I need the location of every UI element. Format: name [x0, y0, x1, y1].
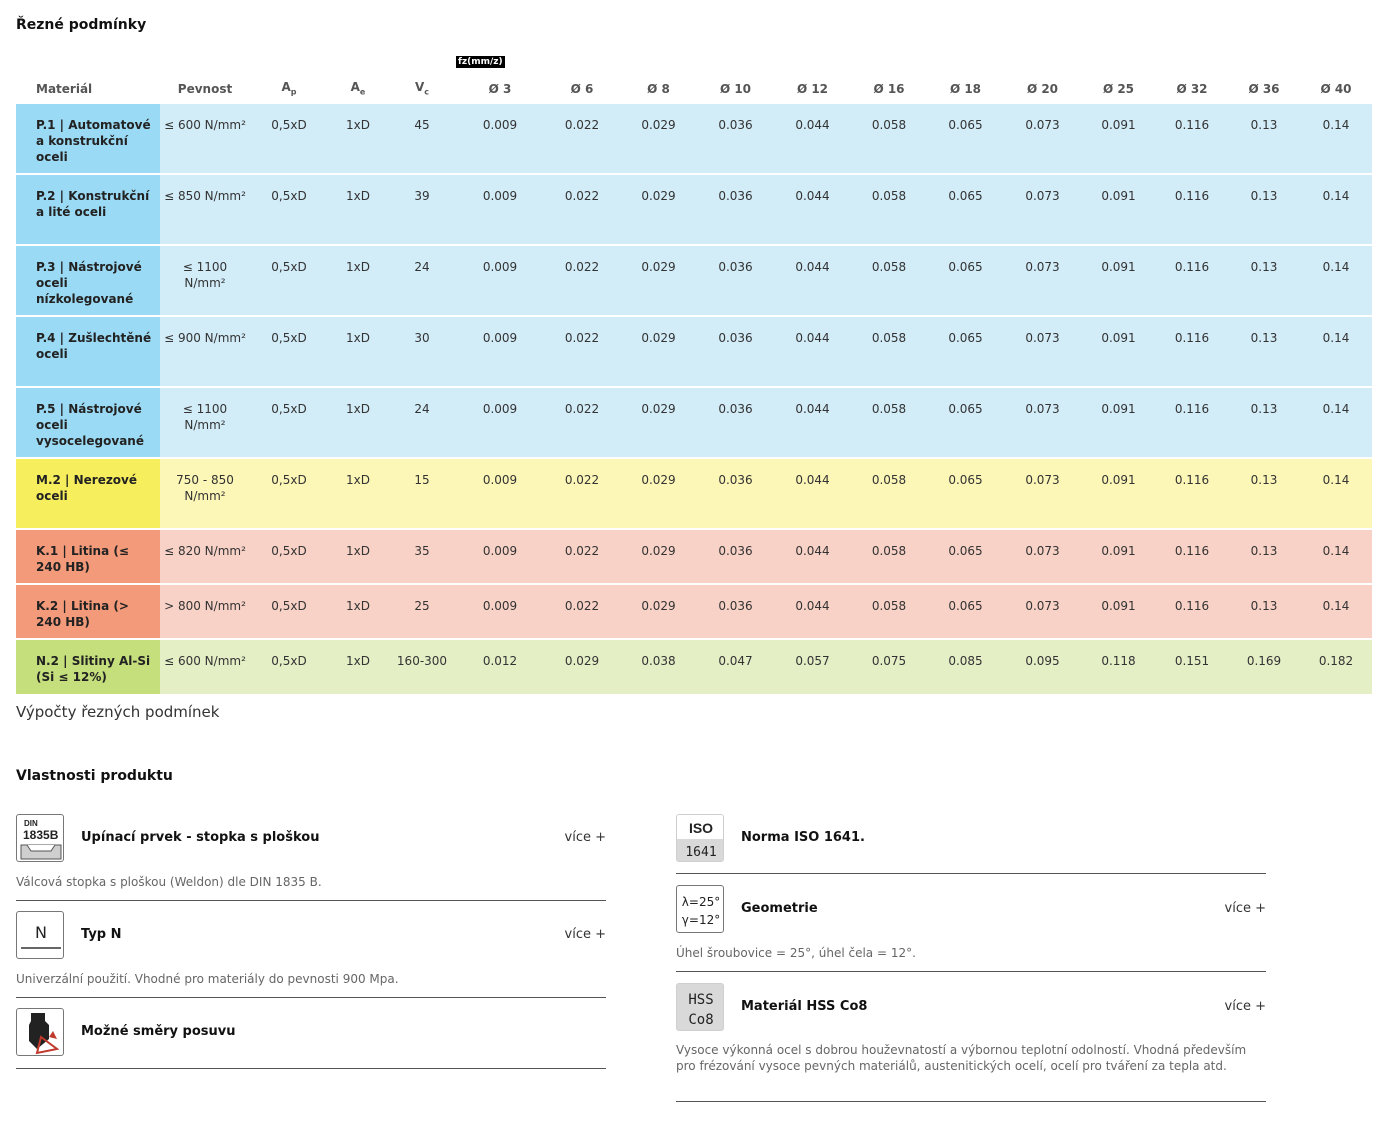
ap-cell: 0,5xD [250, 584, 328, 639]
header-dia-6: Ø 6 [570, 82, 594, 96]
header-dia-8: Ø 8 [647, 82, 670, 96]
property-geometry [676, 885, 1266, 972]
fz-cell: 0.036 [697, 584, 774, 639]
fz-cell: 0.13 [1228, 387, 1300, 458]
fz-cell: 0.14 [1300, 245, 1372, 316]
header-dia-12: Ø 12 [796, 82, 829, 96]
property-type [16, 911, 606, 998]
fz-cell: 0.116 [1156, 174, 1228, 245]
fz-cell: 0.036 [697, 103, 774, 174]
fz-cell: 0.044 [774, 458, 851, 529]
fz-cell: 0.022 [544, 387, 620, 458]
svg-text:λ=25°: λ=25° [681, 895, 721, 909]
material-cell: P.4 | Zušlechtěné oceli [16, 316, 160, 387]
fz-cell: 0.182 [1300, 639, 1372, 694]
strength-cell: ≤ 1100 N/mm² [160, 245, 250, 316]
more-button[interactable]: více + [564, 927, 606, 942]
svg-text:γ=12°: γ=12° [681, 913, 721, 927]
property-name: Možné směry posuvu [81, 1024, 236, 1039]
fz-cell: 0.009 [456, 316, 544, 387]
fz-cell: 0.044 [774, 174, 851, 245]
fz-cell: 0.116 [1156, 245, 1228, 316]
fz-cell: 0.036 [697, 387, 774, 458]
fz-cell: 0.073 [1004, 458, 1081, 529]
property-feed [16, 1008, 606, 1069]
fz-cell: 0.116 [1156, 584, 1228, 639]
property-desc: Válcová stopka s ploškou (Weldon) dle DIN 1835 B. [16, 875, 322, 889]
fz-cell: 0.13 [1228, 458, 1300, 529]
fz-cell: 0.029 [620, 245, 697, 316]
fz-cell: 0.14 [1300, 584, 1372, 639]
svg-text:ISO: ISO [688, 820, 714, 836]
fz-cell: 0.044 [774, 316, 851, 387]
svg-text:1641: 1641 [685, 845, 717, 860]
ap-cell: 0,5xD [250, 458, 328, 529]
fz-cell: 0.091 [1081, 245, 1156, 316]
fz-cell: 0.169 [1228, 639, 1300, 694]
fz-cell: 0.036 [697, 174, 774, 245]
fz-cell: 0.029 [620, 584, 697, 639]
fz-cell: 0.044 [774, 103, 851, 174]
strength-cell: ≤ 600 N/mm² [160, 103, 250, 174]
fz-cell: 0.14 [1300, 387, 1372, 458]
ap-cell: 0,5xD [250, 245, 328, 316]
fz-cell: 0.022 [544, 316, 620, 387]
table-row [16, 316, 1372, 387]
iso-1641-icon [676, 814, 724, 862]
fz-cell: 0.13 [1228, 103, 1300, 174]
header-dia-40: Ø 40 [1320, 82, 1352, 96]
fz-cell: 0.091 [1081, 316, 1156, 387]
fz-cell: 0.14 [1300, 103, 1372, 174]
strength-cell: ≤ 600 N/mm² [160, 639, 250, 694]
fz-cell: 0.036 [697, 458, 774, 529]
table-row [16, 174, 1372, 245]
material-cell: K.1 | Litina (≤ 240 HB) [16, 529, 160, 584]
fz-cell: 0.044 [774, 387, 851, 458]
more-button[interactable]: více + [1224, 901, 1266, 916]
fz-cell: 0.073 [1004, 174, 1081, 245]
header-dia-3: fz(mm/z) Ø 3 [458, 57, 512, 96]
fz-cell: 0.13 [1228, 316, 1300, 387]
vc-cell: 25 [388, 584, 456, 639]
header-dia-18: Ø 18 [949, 82, 982, 96]
material-cell: P.3 | Nástrojové oceli nízkolegované [16, 245, 160, 316]
fz-cell: 0.057 [774, 639, 851, 694]
fz-cell: 0.091 [1081, 174, 1156, 245]
svg-text:N: N [35, 923, 47, 942]
material-cell: P.5 | Nástrojové oceli vysocelegované [16, 387, 160, 458]
cutting-conditions-table [16, 56, 1372, 694]
strength-cell: 750 - 850 N/mm² [160, 458, 250, 529]
fz-cell: 0.095 [1004, 639, 1081, 694]
fz-cell: 0.009 [456, 529, 544, 584]
fz-cell: 0.14 [1300, 316, 1372, 387]
fz-cell: 0.029 [620, 316, 697, 387]
table-row [16, 103, 1372, 174]
fz-cell: 0.116 [1156, 316, 1228, 387]
vc-cell: 160-300 [388, 639, 456, 694]
property-name: Upínací prvek - stopka s ploškou [81, 830, 320, 845]
property-desc: Vysoce výkonná ocel s dobrou houževnatostí a výbornou teplotní odolností. Vhodná především pro frézování vysoce pevných materiálů, austenitických ocelí, ocelí pro tváření za tepla atd. [676, 1043, 1247, 1073]
table-row [16, 245, 1372, 316]
fz-cell: 0.075 [851, 639, 927, 694]
fz-cell: 0.073 [1004, 529, 1081, 584]
fz-cell: 0.085 [927, 639, 1004, 694]
vc-cell: 39 [388, 174, 456, 245]
vc-cell: 15 [388, 458, 456, 529]
fz-cell: 0.029 [620, 458, 697, 529]
fz-cell: 0.022 [544, 174, 620, 245]
property-clamping [16, 814, 606, 901]
ap-cell: 0,5xD [250, 387, 328, 458]
fz-cell: 0.14 [1300, 458, 1372, 529]
header-ap: $A_p$ [281, 79, 297, 96]
hss-co8-icon [676, 983, 724, 1031]
material-cell: P.2 | Konstrukční a lité oceli [16, 174, 160, 245]
fz-cell: 0.073 [1004, 245, 1081, 316]
fz-cell: 0.13 [1228, 529, 1300, 584]
fz-cell: 0.022 [544, 584, 620, 639]
more-button[interactable]: více + [564, 830, 606, 845]
strength-cell: > 800 N/mm² [160, 584, 250, 639]
fz-cell: 0.13 [1228, 174, 1300, 245]
vc-cell: 24 [388, 387, 456, 458]
ae-cell: 1xD [328, 639, 388, 694]
strength-cell: ≤ 900 N/mm² [160, 316, 250, 387]
table-row [16, 584, 1372, 639]
fz-cell: 0.058 [851, 245, 927, 316]
strength-cell: ≤ 850 N/mm² [160, 174, 250, 245]
header-dia-32: Ø 32 [1176, 82, 1208, 96]
fz-cell: 0.044 [774, 245, 851, 316]
fz-cell: 0.009 [456, 103, 544, 174]
svg-text:HSS: HSS [688, 992, 714, 1008]
table-row [16, 529, 1372, 584]
fz-cell: 0.038 [620, 639, 697, 694]
fz-cell: 0.073 [1004, 387, 1081, 458]
vc-cell: 30 [388, 316, 456, 387]
fz-cell: 0.022 [544, 529, 620, 584]
fz-cell: 0.009 [456, 174, 544, 245]
fz-cell: 0.091 [1081, 529, 1156, 584]
strength-cell: ≤ 820 N/mm² [160, 529, 250, 584]
material-cell: N.2 | Slitiny Al-Si (Si ≤ 12%) [16, 639, 160, 694]
header-ae: $A_e$ [350, 79, 366, 96]
fz-cell: 0.065 [927, 103, 1004, 174]
properties-title: Vlastnosti produktu [16, 768, 173, 784]
fz-cell: 0.116 [1156, 387, 1228, 458]
fz-cell: 0.073 [1004, 316, 1081, 387]
property-name: Norma ISO 1641. [741, 830, 865, 845]
fz-unit-tag: fz(mm/z) [458, 57, 503, 67]
fz-cell: 0.022 [544, 245, 620, 316]
fz-cell: 0.022 [544, 458, 620, 529]
ae-cell: 1xD [328, 174, 388, 245]
ap-cell: 0,5xD [250, 529, 328, 584]
more-button[interactable]: více + [1224, 999, 1266, 1014]
fz-cell: 0.091 [1081, 103, 1156, 174]
feed-directions-icon [16, 1008, 64, 1056]
property-material [676, 983, 1266, 1102]
fz-cell: 0.065 [927, 245, 1004, 316]
fz-cell: 0.14 [1300, 174, 1372, 245]
svg-text:Co8: Co8 [688, 1012, 714, 1028]
fz-cell: 0.036 [697, 529, 774, 584]
fz-cell: 0.065 [927, 584, 1004, 639]
vc-cell: 45 [388, 103, 456, 174]
table-row [16, 458, 1372, 529]
fz-cell: 0.116 [1156, 529, 1228, 584]
fz-cell: 0.009 [456, 458, 544, 529]
table-row [16, 639, 1372, 694]
fz-cell: 0.091 [1081, 458, 1156, 529]
fz-cell: 0.058 [851, 387, 927, 458]
fz-cell: 0.058 [851, 584, 927, 639]
header-vc: $V_c$ [414, 79, 430, 96]
table-row [16, 387, 1372, 458]
property-desc: Úhel šroubovice = 25°, úhel čela = 12°. [676, 946, 916, 960]
fz-cell: 0.009 [456, 387, 544, 458]
header-dia-16: Ø 16 [873, 82, 905, 96]
geometry-angles-icon [676, 885, 724, 933]
fz-cell: 0.13 [1228, 245, 1300, 316]
fz-cell: 0.151 [1156, 639, 1228, 694]
ae-cell: 1xD [328, 529, 388, 584]
fz-cell: 0.022 [544, 103, 620, 174]
fz-cell: 0.029 [620, 529, 697, 584]
fz-cell: 0.009 [456, 245, 544, 316]
property-name: Materiál HSS Co8 [741, 999, 868, 1014]
fz-cell: 0.044 [774, 529, 851, 584]
fz-cell: 0.058 [851, 458, 927, 529]
fz-cell: 0.091 [1081, 584, 1156, 639]
fz-cell: 0.065 [927, 316, 1004, 387]
header-dia-36: Ø 36 [1248, 82, 1280, 96]
ae-cell: 1xD [328, 316, 388, 387]
fz-cell: 0.073 [1004, 584, 1081, 639]
fz-cell: 0.091 [1081, 387, 1156, 458]
ap-cell: 0,5xD [250, 174, 328, 245]
ap-cell: 0,5xD [250, 316, 328, 387]
svg-text:DIN: DIN [24, 819, 38, 828]
fz-cell: 0.058 [851, 529, 927, 584]
ap-cell: 0,5xD [250, 639, 328, 694]
header-dia-10: Ø 10 [719, 82, 752, 96]
fz-cell: 0.073 [1004, 103, 1081, 174]
fz-cell: 0.036 [697, 316, 774, 387]
fz-cell: 0.036 [697, 245, 774, 316]
section-title: Řezné podmínky [16, 17, 147, 33]
fz-cell: 0.029 [544, 639, 620, 694]
strength-cell: ≤ 1100 N/mm² [160, 387, 250, 458]
fz-cell: 0.118 [1081, 639, 1156, 694]
fz-cell: 0.13 [1228, 584, 1300, 639]
property-norm [676, 814, 1266, 874]
property-name: Geometrie [741, 901, 818, 916]
header-strength: Pevnost [177, 82, 233, 96]
vc-cell: 24 [388, 245, 456, 316]
material-cell: K.2 | Litina (> 240 HB) [16, 584, 160, 639]
fz-cell: 0.116 [1156, 103, 1228, 174]
fz-cell: 0.065 [927, 529, 1004, 584]
ae-cell: 1xD [328, 584, 388, 639]
ae-cell: 1xD [328, 245, 388, 316]
din-1835b-icon [16, 814, 64, 862]
fz-cell: 0.116 [1156, 458, 1228, 529]
ap-cell: 0,5xD [250, 103, 328, 174]
fz-cell: 0.065 [927, 387, 1004, 458]
header-dia-25: Ø 25 [1102, 82, 1135, 96]
fz-cell: 0.029 [620, 387, 697, 458]
header-material: Materiál [36, 82, 93, 96]
ae-cell: 1xD [328, 103, 388, 174]
ae-cell: 1xD [328, 458, 388, 529]
fz-cell: 0.058 [851, 174, 927, 245]
fz-cell: 0.029 [620, 174, 697, 245]
cutting-calc-link[interactable]: Výpočty řezných podmínek [16, 703, 220, 721]
fz-cell: 0.065 [927, 458, 1004, 529]
fz-cell: 0.058 [851, 103, 927, 174]
vc-cell: 35 [388, 529, 456, 584]
fz-cell: 0.058 [851, 316, 927, 387]
ae-cell: 1xD [328, 387, 388, 458]
property-name: Typ N [81, 927, 122, 942]
header-dia-20: Ø 20 [1026, 82, 1059, 96]
material-cell: M.2 | Nerezové oceli [16, 458, 160, 529]
type-n-icon [16, 911, 64, 959]
table-header-row [16, 56, 1372, 103]
fz-cell: 0.029 [620, 103, 697, 174]
fz-cell: 0.044 [774, 584, 851, 639]
material-cell: P.1 | Automatové a konstrukční oceli [16, 103, 160, 174]
fz-cell: 0.047 [697, 639, 774, 694]
svg-text:1835B: 1835B [23, 828, 59, 842]
property-desc: Univerzální použití. Vhodné pro materiály do pevnosti 900 Mpa. [16, 972, 399, 986]
fz-cell: 0.012 [456, 639, 544, 694]
fz-cell: 0.14 [1300, 529, 1372, 584]
fz-cell: 0.009 [456, 584, 544, 639]
fz-cell: 0.065 [927, 174, 1004, 245]
